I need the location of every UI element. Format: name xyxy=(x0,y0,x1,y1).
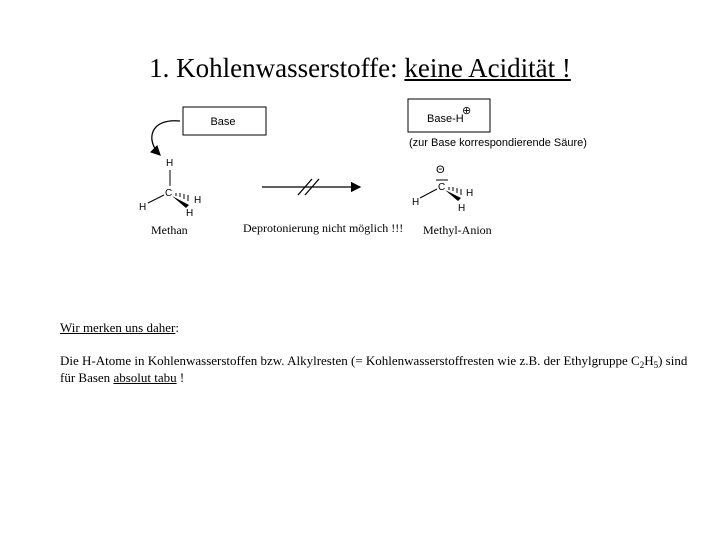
anion-label: Methyl-Anion xyxy=(423,223,492,237)
title-prefix: 1. Kohlenwasserstoffe: xyxy=(149,53,405,83)
methane-label: Methan xyxy=(151,223,188,237)
notes-heading-text: Wir merken uns daher xyxy=(60,320,176,335)
notes-text-b: ) sind für Basen xyxy=(60,353,688,385)
methane-h-right: H xyxy=(194,195,202,206)
anion-h-bottom: H xyxy=(458,203,466,214)
methane-wedge-bond xyxy=(172,196,189,208)
reaction-note: Deprotonierung nicht möglich !!! xyxy=(243,221,404,235)
base-h-label: Base-H xyxy=(427,113,464,125)
conjugate-acid-note: (zur Base korrespondierende Säure) xyxy=(409,137,587,149)
methane-h-left: H xyxy=(139,202,147,213)
anion-wedge-bond xyxy=(445,190,461,201)
methane-carbon: C xyxy=(165,188,173,199)
notes-sub-2: 2 xyxy=(639,360,645,370)
title-emphasis: keine Acidität ! xyxy=(404,53,571,83)
notes-text-h: H xyxy=(644,353,654,368)
methane-h-bottom: H xyxy=(186,208,194,219)
anion-h-right: H xyxy=(466,188,474,199)
notes-end: ! xyxy=(176,370,185,385)
notes-heading-colon: : xyxy=(175,320,179,335)
base-h-charge: ⊕ xyxy=(462,105,472,117)
methane-bond-left xyxy=(148,195,164,203)
notes-emphasis: absolut tabu xyxy=(113,370,177,385)
notes-body xyxy=(60,352,690,386)
anion-carbon: C xyxy=(438,182,446,193)
anion-bond-left xyxy=(420,189,437,198)
anion-charge: Θ xyxy=(436,164,445,176)
notes-sub-5: 5 xyxy=(653,360,659,370)
notes-heading xyxy=(60,320,179,336)
methane-h-top: H xyxy=(166,158,174,169)
curved-attack-arrow xyxy=(152,121,180,155)
anion-h-left: H xyxy=(412,197,420,208)
base-label: Base xyxy=(210,116,236,128)
notes-text-a: Die H-Atome in Kohlenwasserstoffen bzw. Alkylresten (= Kohlenwasserstoffresten wie z.B. der Ethylgruppe C xyxy=(60,353,640,368)
